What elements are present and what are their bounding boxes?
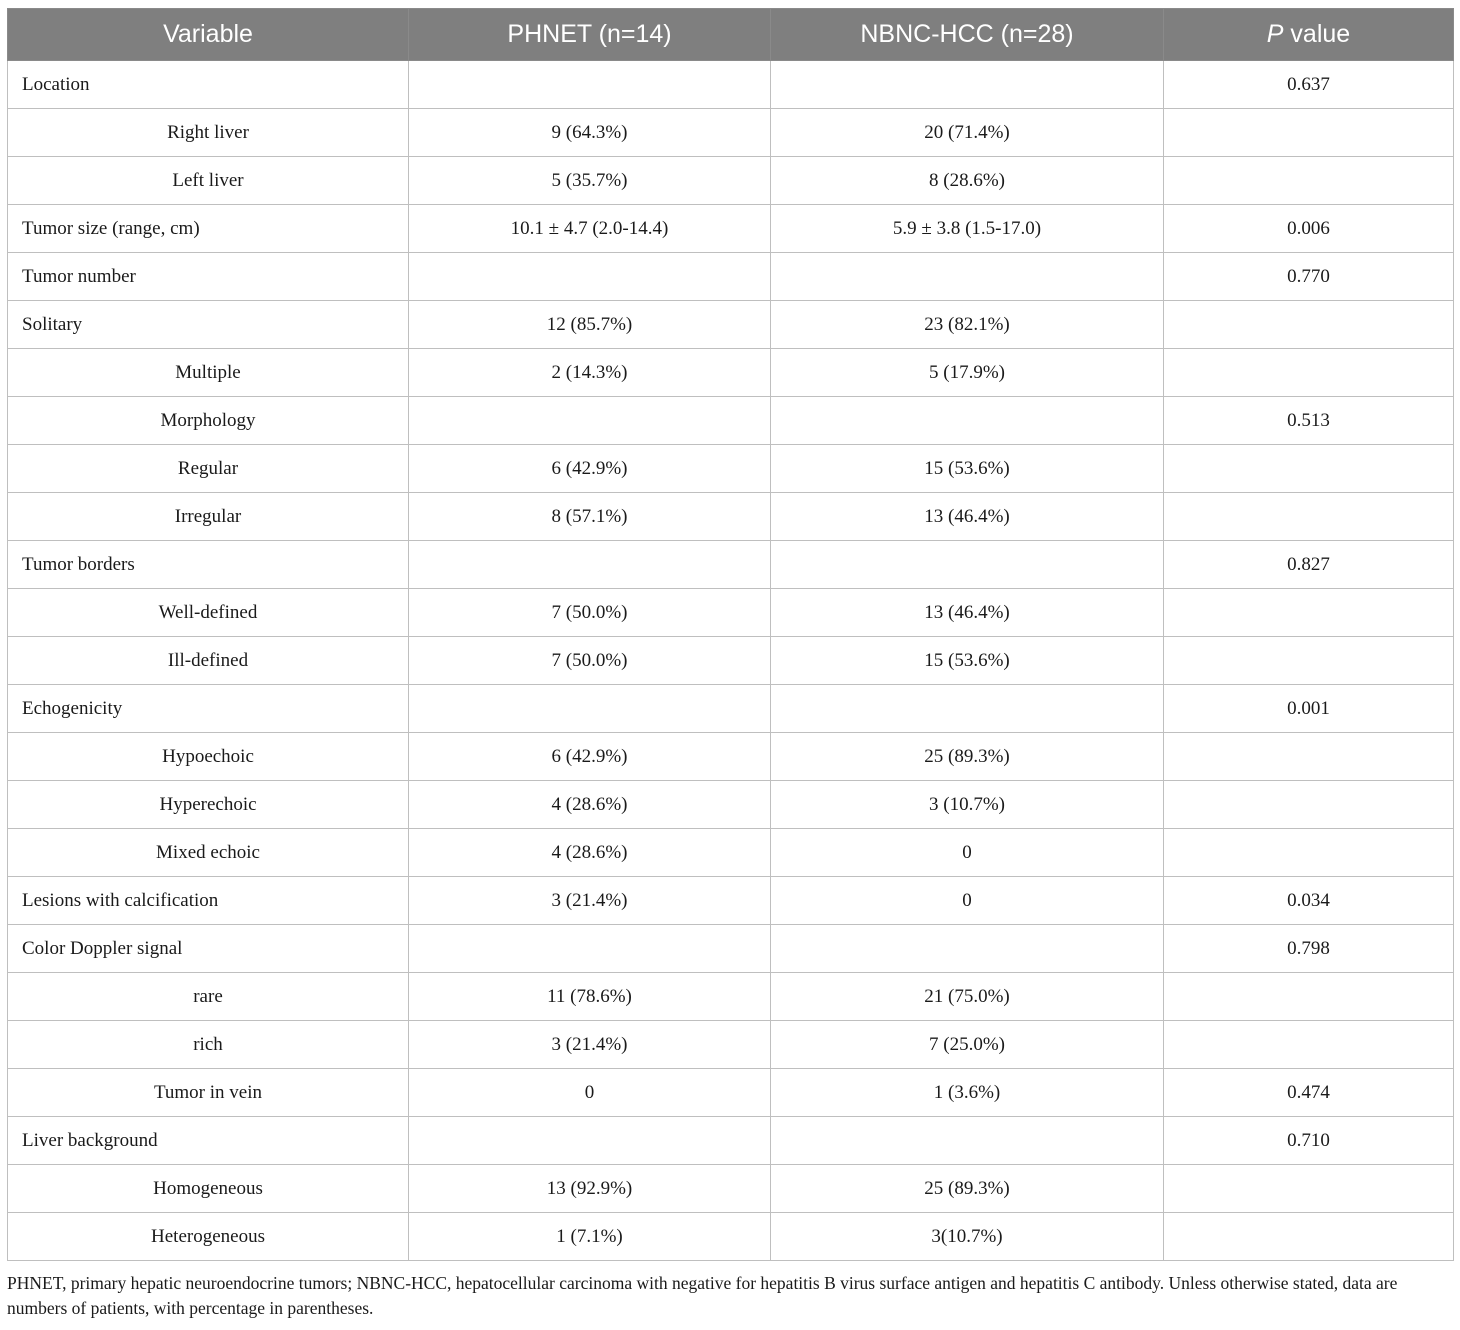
table-row <box>8 925 1454 973</box>
cell-variable: Morphology <box>8 397 409 445</box>
table-row <box>8 733 1454 781</box>
cell-phnet: 4 (28.6%) <box>409 829 771 877</box>
cell-p-value: 0.006 <box>1164 205 1454 253</box>
cell-nbnc-hcc <box>771 925 1164 973</box>
cell-phnet <box>409 397 771 445</box>
cell-nbnc-hcc <box>771 253 1164 301</box>
table-row <box>8 685 1454 733</box>
cell-variable: Mixed echoic <box>8 829 409 877</box>
cell-phnet: 10.1 ± 4.7 (2.0-14.4) <box>409 205 771 253</box>
cell-p-value: 0.710 <box>1164 1117 1454 1165</box>
cell-p-value: 0.001 <box>1164 685 1454 733</box>
cell-variable: Heterogeneous <box>8 1213 409 1261</box>
cell-variable: Well-defined <box>8 589 409 637</box>
table-row <box>8 1021 1454 1069</box>
cell-p-value <box>1164 973 1454 1021</box>
cell-nbnc-hcc: 20 (71.4%) <box>771 109 1164 157</box>
cell-nbnc-hcc: 23 (82.1%) <box>771 301 1164 349</box>
cell-variable: Left liver <box>8 157 409 205</box>
cell-phnet: 6 (42.9%) <box>409 445 771 493</box>
cell-phnet <box>409 925 771 973</box>
table-row <box>8 301 1454 349</box>
cell-p-value <box>1164 1213 1454 1261</box>
table-row <box>8 1117 1454 1165</box>
table-row <box>8 877 1454 925</box>
cell-phnet: 3 (21.4%) <box>409 1021 771 1069</box>
table-row <box>8 493 1454 541</box>
cell-variable: Tumor in vein <box>8 1069 409 1117</box>
table-header <box>8 9 1454 61</box>
table-footnote: PHNET, primary hepatic neuroendocrine tumors; NBNC-HCC, hepatocellular carcinoma with negative for hepatitis B virus surface antigen and hepatitis C antibody. Unless otherwise stated, data are numbers of patients, with percentage in parentheses. <box>7 1273 1398 1318</box>
cell-variable: Hyperechoic <box>8 781 409 829</box>
cell-phnet: 6 (42.9%) <box>409 733 771 781</box>
cell-nbnc-hcc: 25 (89.3%) <box>771 1165 1164 1213</box>
table-row <box>8 349 1454 397</box>
cell-phnet: 8 (57.1%) <box>409 493 771 541</box>
cell-phnet: 7 (50.0%) <box>409 637 771 685</box>
cell-nbnc-hcc <box>771 397 1164 445</box>
table-row <box>8 781 1454 829</box>
table-row <box>8 61 1454 109</box>
cell-nbnc-hcc: 5.9 ± 3.8 (1.5-17.0) <box>771 205 1164 253</box>
cell-variable: Ill-defined <box>8 637 409 685</box>
header-row <box>8 9 1454 61</box>
cell-variable: Right liver <box>8 109 409 157</box>
cell-p-value <box>1164 829 1454 877</box>
cell-variable: Solitary <box>8 301 409 349</box>
cell-variable: Multiple <box>8 349 409 397</box>
table-row <box>8 157 1454 205</box>
cell-p-value <box>1164 349 1454 397</box>
cell-nbnc-hcc: 13 (46.4%) <box>771 589 1164 637</box>
table-row <box>8 397 1454 445</box>
cell-nbnc-hcc: 7 (25.0%) <box>771 1021 1164 1069</box>
cell-nbnc-hcc <box>771 1117 1164 1165</box>
cell-p-value <box>1164 1021 1454 1069</box>
table-row <box>8 973 1454 1021</box>
cell-nbnc-hcc <box>771 541 1164 589</box>
header-phnet: PHNET (n=14) <box>409 9 771 61</box>
cell-p-value: 0.827 <box>1164 541 1454 589</box>
cell-p-value <box>1164 733 1454 781</box>
cell-p-value: 0.034 <box>1164 877 1454 925</box>
cell-phnet: 5 (35.7%) <box>409 157 771 205</box>
cell-variable: rare <box>8 973 409 1021</box>
cell-nbnc-hcc: 3 (10.7%) <box>771 781 1164 829</box>
cell-p-value <box>1164 157 1454 205</box>
cell-variable: Liver background <box>8 1117 409 1165</box>
cell-nbnc-hcc: 8 (28.6%) <box>771 157 1164 205</box>
cell-p-value <box>1164 301 1454 349</box>
table-row <box>8 1069 1454 1117</box>
cell-variable: Homogeneous <box>8 1165 409 1213</box>
header-p-rest: value <box>1283 20 1351 48</box>
table-row <box>8 253 1454 301</box>
cell-p-value: 0.474 <box>1164 1069 1454 1117</box>
cell-nbnc-hcc: 5 (17.9%) <box>771 349 1164 397</box>
cell-nbnc-hcc: 3(10.7%) <box>771 1213 1164 1261</box>
cell-p-value <box>1164 589 1454 637</box>
cell-phnet: 0 <box>409 1069 771 1117</box>
cell-phnet <box>409 685 771 733</box>
table-row <box>8 205 1454 253</box>
cell-variable: Echogenicity <box>8 685 409 733</box>
cell-nbnc-hcc: 1 (3.6%) <box>771 1069 1164 1117</box>
table-row <box>8 445 1454 493</box>
cell-p-value <box>1164 445 1454 493</box>
cell-phnet: 1 (7.1%) <box>409 1213 771 1261</box>
header-p-italic: P <box>1266 20 1284 48</box>
cell-phnet: 3 (21.4%) <box>409 877 771 925</box>
cell-phnet <box>409 61 771 109</box>
table-body <box>8 61 1454 1261</box>
cell-nbnc-hcc: 15 (53.6%) <box>771 637 1164 685</box>
cell-p-value <box>1164 781 1454 829</box>
header-p-value <box>1164 9 1454 61</box>
comparison-table <box>7 8 1454 1261</box>
cell-variable: Irregular <box>8 493 409 541</box>
cell-nbnc-hcc: 0 <box>771 829 1164 877</box>
cell-p-value <box>1164 637 1454 685</box>
cell-nbnc-hcc: 21 (75.0%) <box>771 973 1164 1021</box>
cell-variable: Tumor size (range, cm) <box>8 205 409 253</box>
cell-nbnc-hcc: 0 <box>771 877 1164 925</box>
cell-phnet <box>409 541 771 589</box>
table-row <box>8 589 1454 637</box>
cell-phnet: 9 (64.3%) <box>409 109 771 157</box>
cell-nbnc-hcc <box>771 61 1164 109</box>
table-row <box>8 1165 1454 1213</box>
table-row <box>8 541 1454 589</box>
cell-phnet: 4 (28.6%) <box>409 781 771 829</box>
cell-p-value <box>1164 1165 1454 1213</box>
cell-phnet: 12 (85.7%) <box>409 301 771 349</box>
table-row <box>8 109 1454 157</box>
table-row <box>8 1213 1454 1261</box>
cell-nbnc-hcc <box>771 685 1164 733</box>
cell-p-value: 0.798 <box>1164 925 1454 973</box>
cell-p-value: 0.513 <box>1164 397 1454 445</box>
cell-phnet: 13 (92.9%) <box>409 1165 771 1213</box>
cell-phnet: 11 (78.6%) <box>409 973 771 1021</box>
cell-variable: Regular <box>8 445 409 493</box>
cell-p-value: 0.770 <box>1164 253 1454 301</box>
header-variable: Variable <box>8 9 409 61</box>
cell-nbnc-hcc: 25 (89.3%) <box>771 733 1164 781</box>
table-row <box>8 637 1454 685</box>
cell-variable: Location <box>8 61 409 109</box>
cell-variable: Tumor borders <box>8 541 409 589</box>
cell-phnet <box>409 1117 771 1165</box>
cell-nbnc-hcc: 13 (46.4%) <box>771 493 1164 541</box>
cell-phnet: 7 (50.0%) <box>409 589 771 637</box>
cell-p-value <box>1164 493 1454 541</box>
table-row <box>8 829 1454 877</box>
cell-variable: rich <box>8 1021 409 1069</box>
data-table-container <box>7 8 1453 1261</box>
cell-p-value: 0.637 <box>1164 61 1454 109</box>
cell-variable: Tumor number <box>8 253 409 301</box>
cell-phnet: 2 (14.3%) <box>409 349 771 397</box>
cell-variable: Hypoechoic <box>8 733 409 781</box>
cell-variable: Color Doppler signal <box>8 925 409 973</box>
cell-variable: Lesions with calcification <box>8 877 409 925</box>
header-nbnc-hcc: NBNC-HCC (n=28) <box>771 9 1164 61</box>
cell-nbnc-hcc: 15 (53.6%) <box>771 445 1164 493</box>
cell-phnet <box>409 253 771 301</box>
cell-p-value <box>1164 109 1454 157</box>
